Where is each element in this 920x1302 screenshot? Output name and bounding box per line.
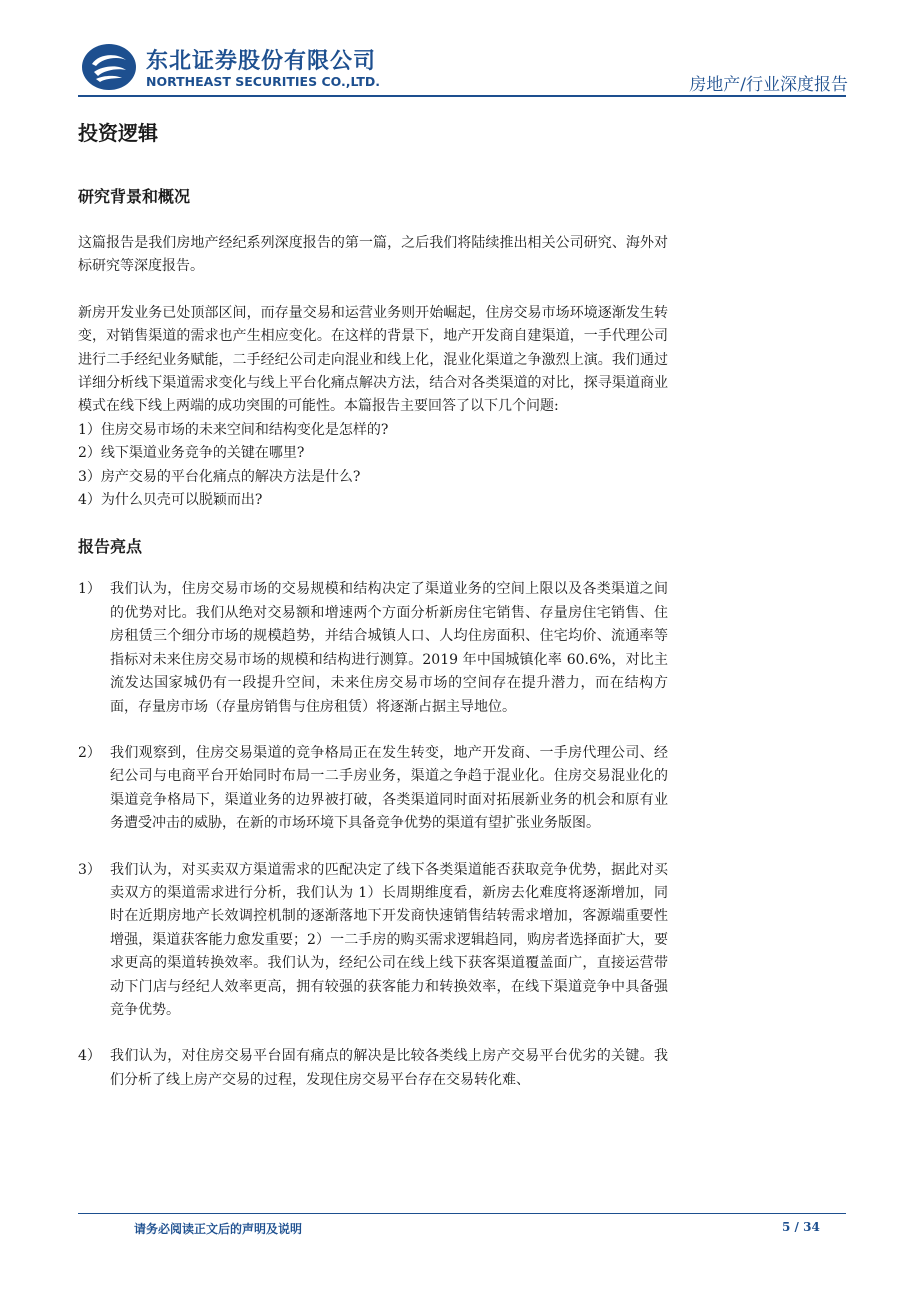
highlight-text: 我们观察到，住房交易渠道的竞争格局正在发生转变，地产开发商、一手房代理公司、经纪公司与电商平台开始同时布局一二手房业务，渠道之争趋于混业化。住房交易混业化的渠道竞争格局下，渠道业务的边界被打破，各类渠道同时面对拓展新业务的机会和原有业务遭受冲击的威胁，在新的市场环境下具备竞争优势的渠道有望扩张业务版图。 — [110, 744, 668, 832]
highlight-text: 我们认为，对住房交易平台固有痛点的解决是比较各类线上房产交易平台优劣的关键。我们分析了线上房产交易的过程，发现住房交易平台存在交易转化难、 — [110, 1048, 668, 1088]
footer-disclaimer: 请务必阅读正文后的声明及说明 — [134, 1222, 303, 1236]
highlight-number: 2） — [78, 744, 101, 761]
highlight-number: 3） — [78, 861, 101, 878]
highlight-text: 我们认为，对买卖双方渠道需求的匹配决定了线下各类渠道能否获取竞争优势，据此对买卖双方的渠道需求进行分析，我们认为 1）长周期维度看，新房去化难度将逐渐增加，同时在近期房地产长效调控机制的逐渐落地下开发商快速销售结转需求增加，客源端重要性增强，渠道获客能力愈发重要；2）一二手房的购买需求逻辑趋同，购房者选择面扩大，要求更高的渠道转换效率。我们认为，经纪公司在线上线下获客渠道覆盖面广，直接运营带动下门店与经纪人效率更高，拥有较强的获客能力和转换效率，在线下渠道竞争中具备强竞争优势。 — [110, 861, 668, 1018]
northeast-securities-logo-icon — [80, 42, 138, 92]
question-item: 4）为什么贝壳可以脱颖而出? — [78, 492, 263, 509]
page-content — [78, 118, 668, 1092]
highlight-item — [78, 1045, 668, 1092]
question-item: 1）住房交易市场的未来空间和结构变化是怎样的? — [78, 421, 389, 438]
section-heading-highlights: 报告亮点 — [78, 537, 143, 557]
question-item: 2）线下渠道业务竞争的关键在哪里? — [78, 445, 305, 462]
background-paragraph-2: 新房开发业务已处顶部区间，而存量交易和运营业务则开始崛起，住房交易市场环境逐渐发生转变，对销售渠道的需求也产生相应变化。在这样的背景下，地产开发商自建渠道，一手代理公司进行二手经纪业务赋能，二手经纪公司走向混业和线上化，混业化渠道之争激烈上演。我们通过详细分析线下渠道需求变化与线上平台化痛点解决方法，结合对各类渠道的对比，探寻渠道商业模式在线下线上两端的成功突围的可能性。本篇报告主要回答了以下几个问题: — [78, 304, 668, 415]
highlight-text: 我们认为，住房交易市场的交易规模和结构决定了渠道业务的空间上限以及各类渠道之间的优势对比。我们从绝对交易额和增速两个方面分析新房住宅销售、存量房住宅销售、住房租赁三个细分市场的规模趋势，并结合城镇人口、人均住房面积、住宅均价、流通率等指标对未来住房交易市场的规模和结构进行测算。2019 年中国城镇化率 60.6%，对比主流发达国家城仍有一段提升空间，未来住房交易市场的空间存在提升潜力，而在结构方面，存量房市场（存量房销售与住房租赁）将逐渐占据主导地位。 — [110, 581, 668, 715]
page-title: 投资逻辑 — [78, 121, 158, 145]
footer-divider — [78, 1213, 846, 1214]
section-heading-background: 研究背景和概况 — [78, 187, 191, 206]
highlight-number: 4） — [78, 1048, 101, 1065]
page-number: 5 / 34 — [782, 1220, 820, 1234]
highlight-item — [78, 859, 668, 1023]
report-category: 房地产/行业深度报告 — [689, 75, 848, 95]
company-name-cn: 东北证券股份有限公司 — [146, 49, 377, 74]
question-item: 3）房产交易的平台化痛点的解决方法是什么? — [78, 468, 361, 485]
highlights-list — [78, 578, 668, 1092]
header-divider — [78, 95, 846, 97]
background-paragraph-1: 这篇报告是我们房地产经纪系列深度报告的第一篇，之后我们将陆续推出相关公司研究、海外对标研究等深度报告。 — [78, 235, 668, 275]
highlight-number: 1） — [78, 581, 101, 598]
page-header — [0, 0, 920, 100]
highlight-item — [78, 578, 668, 718]
highlight-item — [78, 742, 668, 836]
company-name-en: NORTHEAST SECURITIES CO.,LTD. — [146, 74, 381, 89]
